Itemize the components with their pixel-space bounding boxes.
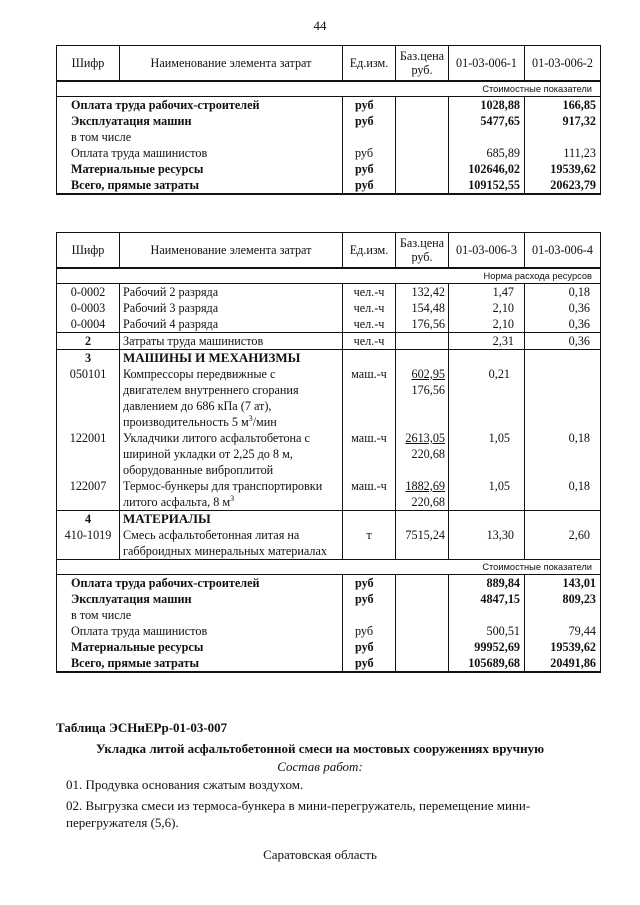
table-row: в том числе [57, 129, 601, 145]
page-number: 44 [313, 18, 327, 33]
table-row: Оплата труда рабочих-строителей руб 889,84 143,01 [57, 575, 601, 592]
section-row-machines: 3 МАШИНЫ И МЕХАНИЗМЫ [57, 350, 601, 367]
table-row: в том числе [57, 607, 601, 623]
table-row: 410-1019 Смесь асфальтобетонная литая на габброидных минеральных материалах т 7515,24 13,30 2,60 [57, 527, 601, 560]
table-row: Всего, прямые затраты руб 105689,68 20491,86 [57, 655, 601, 672]
region-footer: Саратовская область [263, 847, 377, 862]
subheader-label: Стоимостные показатели [57, 81, 601, 97]
table-header-row [57, 46, 601, 82]
table-row: 0-0004 Рабочий 4 разряда чел.-ч 176,56 2,10 0,36 [57, 316, 601, 333]
table-row: Эксплуатация машин руб 5477,65 917,32 [57, 113, 601, 129]
table-row: 050101 Компрессоры передвижные с двигателем внутреннего сгорания давлением до 686 кПа (7 ат), производительность 5 $м^3$/мин маш.-ч 602,95 176,56 0,21 [57, 366, 601, 430]
table-caption: Таблица ЭСНиЕРр-01-03-007 [56, 720, 228, 735]
table-row: Материальные ресурсы руб 102646,02 19539,62 [57, 161, 601, 177]
header-col-b: 01-03-006-4 [525, 233, 601, 269]
header-code: Шифр [57, 46, 120, 82]
subheader-row [57, 560, 601, 575]
work-item: 02. Выгрузка смеси из термоса-бункера в мини-перегружатель, перемещение мини-перегружателя (5,6). [66, 798, 531, 830]
section-row-materials: 4 МАТЕРИАЛЫ [57, 511, 601, 528]
table-row: 0-0003 Рабочий 3 разряда чел.-ч 154,48 2,10 0,36 [57, 300, 601, 316]
table-row: Оплата труда машинистов руб 500,51 79,44 [57, 623, 601, 639]
subheader-norm-label: Норма расхода ресурсов [57, 268, 601, 284]
table-row: 122007 Термос-бункеры для транспортировки литого асфальта, 8 $м^3$ маш.-ч 1882,69 220,68 1,05 0,18 [57, 478, 601, 511]
subheader-cost-label: Стоимостные показатели [57, 560, 601, 575]
subheader-row [57, 81, 601, 97]
header-unit: Ед.изм. [343, 233, 396, 269]
cost-table-1 [56, 45, 601, 195]
works-heading: Состав работ: [277, 759, 363, 774]
resource-table-2 [56, 232, 601, 673]
header-name: Наименование элемента затрат [120, 46, 343, 82]
header-name: Наименование элемента затрат [120, 233, 343, 269]
table-row: Эксплуатация машин руб 4847,15 809,23 [57, 591, 601, 607]
table-row: 122001 Укладчики литого асфальтобетона с шириной укладки от 2,25 до 8 м, оборудованные виброплитой маш.-ч 2613,05 220,68 1,05 0,18 [57, 430, 601, 478]
table-row: Оплата труда рабочих-строителей руб 1028,88 166,85 [57, 97, 601, 114]
header-unit: Ед.изм. [343, 46, 396, 82]
header-col-a: 01-03-006-3 [449, 233, 525, 269]
header-price: Баз.цена руб. [396, 233, 449, 269]
table-title: Укладка литой асфальтобетонной смеси на мостовых сооружениях вручную [95, 741, 545, 756]
table-row: Всего, прямые затраты руб 109152,55 20623,79 [57, 177, 601, 194]
header-col-a: 01-03-006-1 [449, 46, 525, 82]
table-row: Оплата труда машинистов руб 685,89 111,23 [57, 145, 601, 161]
table-row: 2 Затраты труда машинистов чел.-ч 2,31 0,36 [57, 333, 601, 350]
header-col-b: 01-03-006-2 [525, 46, 601, 82]
subheader-row [57, 268, 601, 284]
table-row: 0-0002 Рабочий 2 разряда чел.-ч 132,42 1,47 0,18 [57, 284, 601, 301]
work-item: 01. Продувка основания сжатым воздухом. [66, 777, 304, 792]
header-code: Шифр [57, 233, 120, 269]
header-price: Баз.цена руб. [396, 46, 449, 82]
table-header-row [57, 233, 601, 269]
table-row: Материальные ресурсы руб 99952,69 19539,62 [57, 639, 601, 655]
